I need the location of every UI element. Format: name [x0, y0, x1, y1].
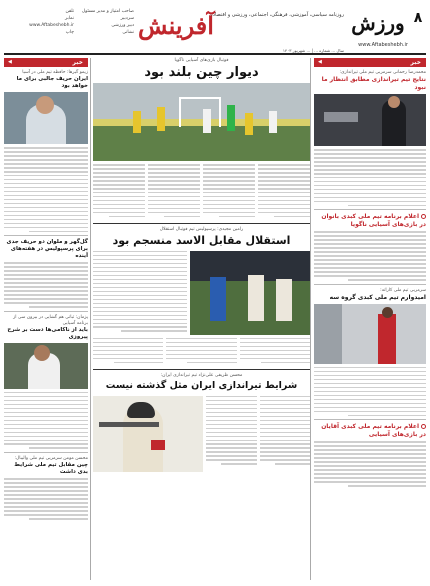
contact-line: چاپ [65, 30, 74, 35]
article-kicker: سرمربی تیم ملی کاراته: [380, 287, 426, 293]
article-photo [314, 304, 426, 364]
article-headline[interactable]: باید از ناکامی‌ها دست بر شرح پیروزی [7, 326, 88, 340]
article-headline[interactable]: چین مقابل تیم ملی شرایط بدی داشت [14, 462, 88, 476]
article-kicker: پژمان: ثباتی هم گشایی در بیرون سی از برنامه آسیایی [13, 314, 88, 326]
staff-line: سردبیر [120, 16, 134, 21]
story-kicker: رامین مجیدی: پرسپولیس تیم فوتبال استقلال [159, 226, 244, 232]
story-headline[interactable]: استقلال مقابل الاسد منسجم بود [112, 233, 291, 247]
article-headline[interactable]: گل‌گهر و ملوان دو حریف جدی برای پرسپولیس در هفته‌های آینده [6, 239, 88, 260]
dateline: سال ... شماره ... | ... شهریور ۱۴۰۳ [282, 48, 344, 53]
lead-body [93, 164, 310, 220]
article-body [314, 441, 426, 486]
player-figure [157, 107, 165, 131]
camera-equipment [324, 112, 358, 122]
contact-line: تلفن [65, 9, 74, 14]
news-item-headline[interactable]: اعلام برنامه تیم ملی کبدی بانوان در بازی‌های آسیایی ناگویا [321, 213, 426, 229]
article-body [4, 262, 88, 307]
article-photo [314, 94, 426, 146]
person-head [34, 345, 50, 361]
shooter-cap [127, 402, 155, 418]
article-kicker: محسن مومن سرمربی تیم ملی والیبال: [14, 456, 88, 462]
person-head [36, 96, 54, 114]
person-head [388, 96, 400, 108]
column-divider [90, 58, 91, 580]
lead-photo [93, 83, 310, 161]
article-photo [4, 343, 88, 389]
story-kicker: محسن ظریفی علی‌نژاد تیم تیراندازی ایران: [160, 372, 243, 378]
section-title: ورزش [351, 11, 405, 35]
lead-headline[interactable]: دیوار چین بلند بود [144, 65, 259, 80]
masthead [4, 4, 426, 52]
player-figure [245, 113, 253, 135]
person-figure [378, 314, 396, 364]
flag-patch [151, 440, 165, 450]
article-body [314, 149, 426, 206]
contact-line: www.Aftabeshebh.ir [29, 23, 74, 28]
ribbon-label: خبر [410, 59, 421, 66]
story-block [93, 396, 310, 472]
article-body [4, 147, 88, 232]
story-body [93, 338, 310, 366]
bullet-icon [421, 214, 426, 219]
right-column [314, 58, 426, 580]
article-headline[interactable]: ایران حریف جالبی برای ما خواهد بود [16, 76, 88, 89]
story-headline[interactable]: شرایط تیراندازی ایران مثل گذشته نیست [105, 379, 298, 391]
left-column [4, 58, 88, 580]
goal-frame [179, 97, 221, 127]
story-photo [190, 251, 310, 335]
article-body [4, 478, 88, 519]
player-figure [248, 275, 264, 321]
contact-box [4, 8, 74, 36]
article-photo [4, 92, 88, 144]
article-body [314, 367, 426, 416]
column-divider [310, 58, 311, 580]
person-head [382, 307, 393, 318]
player-figure [133, 111, 141, 133]
article-headline[interactable]: نتایج تیم تیراندازی مطابق انتظار ما نبود [321, 76, 426, 91]
article-body [314, 231, 426, 280]
arrow-icon: ◀ [8, 59, 12, 65]
player-figure [203, 109, 211, 133]
tagline: روزنامه سیاسی، آموزشی، فرهنگی، اجتماعی، ورزشی و اقتصادی [208, 12, 344, 18]
background-wall [314, 304, 342, 364]
ribbon-label: خبر [72, 59, 83, 66]
website-url[interactable]: www.Aftabeshebh.ir [358, 42, 408, 48]
player-figure [269, 111, 277, 133]
staff-line: نشانی [122, 30, 134, 35]
article-kicker: زیمو گیرها: حافظه تیم ملی در آسیا [22, 70, 88, 75]
news-item-headline[interactable]: اعلام برنامه تیم ملی کبدی آقایان در بازی‌های آسیایی [321, 423, 426, 439]
story-block [93, 251, 310, 335]
player-figure [210, 277, 226, 321]
arrow-icon: ◀ [318, 59, 322, 65]
bullet-icon [421, 424, 426, 429]
newspaper-logo: آفرینش [138, 11, 214, 40]
masthead-rule [4, 53, 426, 55]
staff-box [76, 8, 134, 36]
rifle [99, 422, 159, 427]
contact-line: نمابر [65, 16, 74, 21]
article-body [4, 392, 88, 449]
news-ribbon [4, 58, 88, 67]
lead-kicker: فوتبال بازی‌های آسیایی ناگویا [174, 58, 229, 63]
article-headline[interactable]: امیدوارم تیم ملی کبدی گروه سه [329, 293, 426, 301]
article-kicker: محمدرضا رحمانی سرمربی تیم ملی تیراندازی: [339, 70, 426, 75]
story-photo [93, 396, 203, 472]
staff-line: دبیر ورزشی [111, 23, 134, 28]
staff-line: صاحب امتیاز و مدیر مسئول [81, 9, 134, 14]
center-column [93, 58, 310, 580]
player-figure [227, 105, 235, 131]
page-number: ۸ [413, 10, 423, 26]
player-figure [276, 279, 292, 321]
news-ribbon [314, 58, 426, 67]
